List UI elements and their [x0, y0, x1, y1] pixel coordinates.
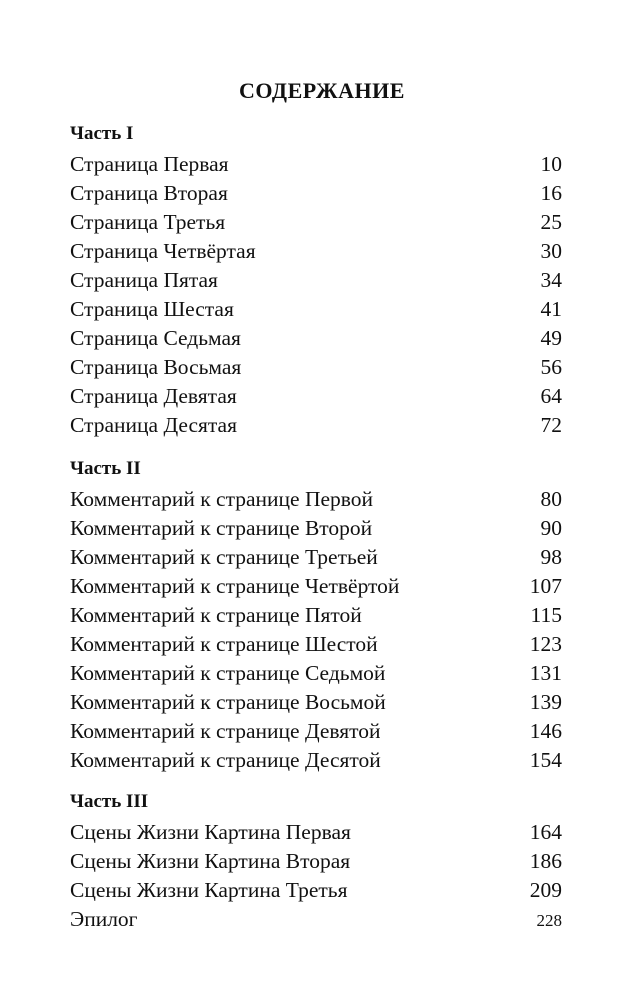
toc-entry [70, 295, 562, 324]
toc-entry [70, 601, 562, 630]
toc-entry-page-number: 30 [540, 239, 562, 263]
toc-entry-title: Страница Первая [70, 152, 229, 176]
toc-entry-title: Эпилог [70, 907, 138, 931]
toc-entry [70, 876, 562, 905]
toc-entry-title: Комментарий к странице Девятой [70, 719, 381, 743]
toc-entry-page-number: 107 [529, 574, 562, 598]
toc-entry-title: Страница Седьмая [70, 326, 241, 350]
toc-entry-title: Сцены Жизни Картина Вторая [70, 849, 351, 873]
toc-entry-title: Комментарий к странице Четвёртой [70, 574, 400, 598]
toc-entry [70, 688, 562, 717]
toc-section-part-1 [70, 120, 562, 440]
toc-entry-title: Сцены Жизни Картина Третья [70, 878, 348, 902]
toc-entry-page-number: 131 [529, 661, 562, 685]
toc-entry-page-number: 154 [529, 748, 562, 772]
toc-entry [70, 717, 562, 746]
toc-entry-title: Страница Третья [70, 210, 226, 234]
toc-entry-list [70, 150, 562, 440]
toc-entry-title: Комментарий к странице Второй [70, 516, 373, 540]
toc-entry-page-number: 34 [540, 268, 562, 292]
toc-entry [70, 746, 562, 775]
toc-entry [70, 543, 562, 572]
toc-entry-list [70, 485, 562, 775]
toc-entry-page-number: 64 [540, 384, 562, 408]
toc-entry [70, 514, 562, 543]
toc-entry [70, 266, 562, 295]
toc-entry-page-number: 139 [529, 690, 562, 714]
toc-entry [70, 179, 562, 208]
toc-entry-title: Комментарий к странице Пятой [70, 603, 362, 627]
toc-entry [70, 630, 562, 659]
toc-entry [70, 150, 562, 179]
toc-entry-page-number: 25 [540, 210, 562, 234]
toc-entry [70, 818, 562, 847]
toc-entry [70, 237, 562, 266]
toc-entry-title: Комментарий к странице Третьей [70, 545, 378, 569]
toc-entry-title: Страница Пятая [70, 268, 218, 292]
toc-entry-page-number: 80 [540, 487, 562, 511]
toc-entry-page-number: 56 [540, 355, 562, 379]
part-heading: Часть II [70, 458, 141, 479]
toc-entry-title: Комментарий к странице Восьмой [70, 690, 386, 714]
toc-entry-title: Страница Шестая [70, 297, 234, 321]
toc-entry [70, 572, 562, 601]
toc-entry-title: Комментарий к странице Первой [70, 487, 374, 511]
toc-entry-page-number: 90 [540, 516, 562, 540]
toc-entry-title: Страница Девятая [70, 384, 237, 408]
toc-entry-page-number: 98 [540, 545, 562, 569]
toc-entry-page-number: 72 [540, 413, 562, 437]
toc-entry-title: Страница Восьмая [70, 355, 242, 379]
toc-entry [70, 659, 562, 688]
toc-entry-page-number: 228 [536, 911, 562, 930]
toc-entry [70, 485, 562, 514]
toc-entry [70, 208, 562, 237]
toc-entry-page-number: 10 [540, 152, 562, 176]
toc-entry [70, 382, 562, 411]
toc-entry-page-number: 49 [540, 326, 562, 350]
page-title: СОДЕРЖАНИЕ [239, 78, 405, 103]
toc-entry [70, 411, 562, 440]
toc-entry-title: Комментарий к странице Шестой [70, 632, 378, 656]
toc-entry-page-number: 186 [529, 849, 562, 873]
toc-entry-title: Страница Четвёртая [70, 239, 256, 263]
toc-entry [70, 353, 562, 382]
part-heading: Часть III [70, 791, 149, 812]
toc-entry [70, 324, 562, 353]
toc-entry-title: Сцены Жизни Картина Первая [70, 820, 351, 844]
toc-entry-title: Страница Вторая [70, 181, 228, 205]
toc-section-part-2 [70, 455, 562, 775]
toc-entry-page-number: 164 [529, 820, 562, 844]
toc-entry-title: Страница Десятая [70, 413, 237, 437]
toc-entry-page-number: 16 [540, 181, 562, 205]
toc-entry [70, 847, 562, 876]
part-heading: Часть I [70, 123, 134, 144]
toc-entry-title: Комментарий к странице Седьмой [70, 661, 386, 685]
toc-entry [70, 905, 562, 934]
toc-entry-page-number: 115 [530, 603, 562, 627]
toc-section-part-3 [70, 788, 562, 934]
toc-entry-title: Комментарий к странице Десятой [70, 748, 381, 772]
toc-entry-page-number: 209 [529, 878, 562, 902]
toc-entry-list [70, 818, 562, 934]
toc-entry-page-number: 123 [529, 632, 562, 656]
toc-entry-page-number: 41 [540, 297, 562, 321]
toc-entry-page-number: 146 [529, 719, 562, 743]
